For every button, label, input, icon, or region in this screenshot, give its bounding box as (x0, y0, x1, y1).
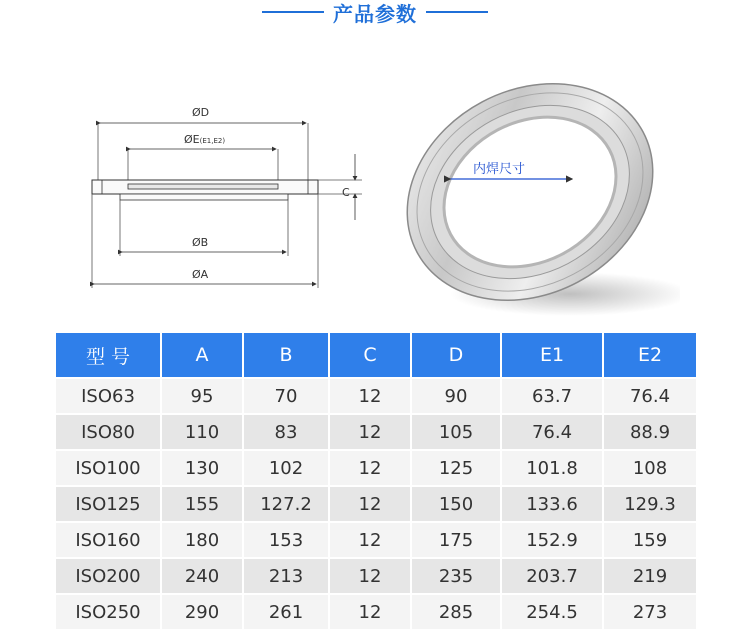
col-header-model: 型 号 (56, 333, 160, 377)
table-cell: 70 (244, 379, 328, 413)
page-title: 产品参数 (333, 2, 417, 26)
table-cell: 152.9 (502, 523, 602, 557)
table-cell: ISO200 (56, 559, 160, 593)
table-cell: ISO80 (56, 415, 160, 449)
table-cell: 76.4 (604, 379, 696, 413)
table-cell: 12 (330, 379, 410, 413)
table-cell: 240 (162, 559, 242, 593)
dim-label-c: C (342, 186, 350, 199)
table-cell: 219 (604, 559, 696, 593)
table-cell: 213 (244, 559, 328, 593)
col-header-d: D (412, 333, 500, 377)
col-header-a: A (162, 333, 242, 377)
table-cell: 12 (330, 523, 410, 557)
dim-label-e-sub: (E1,E2) (199, 137, 226, 145)
table-row (56, 523, 696, 557)
table-cell: 105 (412, 415, 500, 449)
table-cell: 83 (244, 415, 328, 449)
table-cell: ISO250 (56, 595, 160, 629)
table-cell: 290 (162, 595, 242, 629)
col-header-b: B (244, 333, 328, 377)
table-cell: 261 (244, 595, 328, 629)
table-cell: ISO100 (56, 451, 160, 485)
table-cell: 273 (604, 595, 696, 629)
table-cell: 127.2 (244, 487, 328, 521)
table-cell: ISO160 (56, 523, 160, 557)
section-header (0, 0, 750, 26)
table-cell: 76.4 (502, 415, 602, 449)
table-row (56, 595, 696, 629)
dim-label-e (184, 133, 225, 146)
table-cell: 153 (244, 523, 328, 557)
table-cell: 102 (244, 451, 328, 485)
table-cell: 175 (412, 523, 500, 557)
table-cell: 150 (412, 487, 500, 521)
table-cell: 254.5 (502, 595, 602, 629)
table-row (56, 379, 696, 413)
table-cell: ISO125 (56, 487, 160, 521)
table-cell: 235 (412, 559, 500, 593)
table-cell: 125 (412, 451, 500, 485)
table-cell: 155 (162, 487, 242, 521)
table-cell: 203.7 (502, 559, 602, 593)
table-cell: 12 (330, 559, 410, 593)
dim-label-e-main: ØE (184, 133, 200, 146)
table-row (56, 487, 696, 521)
dim-label-b: ØB (192, 236, 209, 249)
table-row (56, 559, 696, 593)
table-cell: 12 (330, 487, 410, 521)
col-header-e1: E1 (502, 333, 602, 377)
header-right-line (426, 11, 488, 13)
table-cell: 101.8 (502, 451, 602, 485)
table-cell: 159 (604, 523, 696, 557)
table-cell: 285 (412, 595, 500, 629)
table-cell: 110 (162, 415, 242, 449)
table-cell: 12 (330, 451, 410, 485)
spec-table (54, 331, 698, 631)
table-cell: 12 (330, 595, 410, 629)
table-row (56, 451, 696, 485)
col-header-c: C (330, 333, 410, 377)
table-cell: 95 (162, 379, 242, 413)
table-cell: 90 (412, 379, 500, 413)
col-header-e2: E2 (604, 333, 696, 377)
table-header-row (56, 333, 696, 377)
dim-label-a: ØA (192, 268, 209, 281)
table-cell: 88.9 (604, 415, 696, 449)
dimension-diagram (80, 96, 370, 296)
ring-image (380, 62, 680, 332)
cross-section-drawing (80, 96, 370, 296)
table-cell: 180 (162, 523, 242, 557)
dim-label-d: ØD (192, 106, 210, 119)
table-cell: ISO63 (56, 379, 160, 413)
table-cell: 108 (604, 451, 696, 485)
table-cell: 12 (330, 415, 410, 449)
table-row (56, 415, 696, 449)
weld-size-callout: 内焊尺寸 (473, 162, 526, 177)
table-cell: 130 (162, 451, 242, 485)
table-cell: 129.3 (604, 487, 696, 521)
table-cell: 133.6 (502, 487, 602, 521)
product-photo (380, 62, 680, 332)
table-cell: 63.7 (502, 379, 602, 413)
